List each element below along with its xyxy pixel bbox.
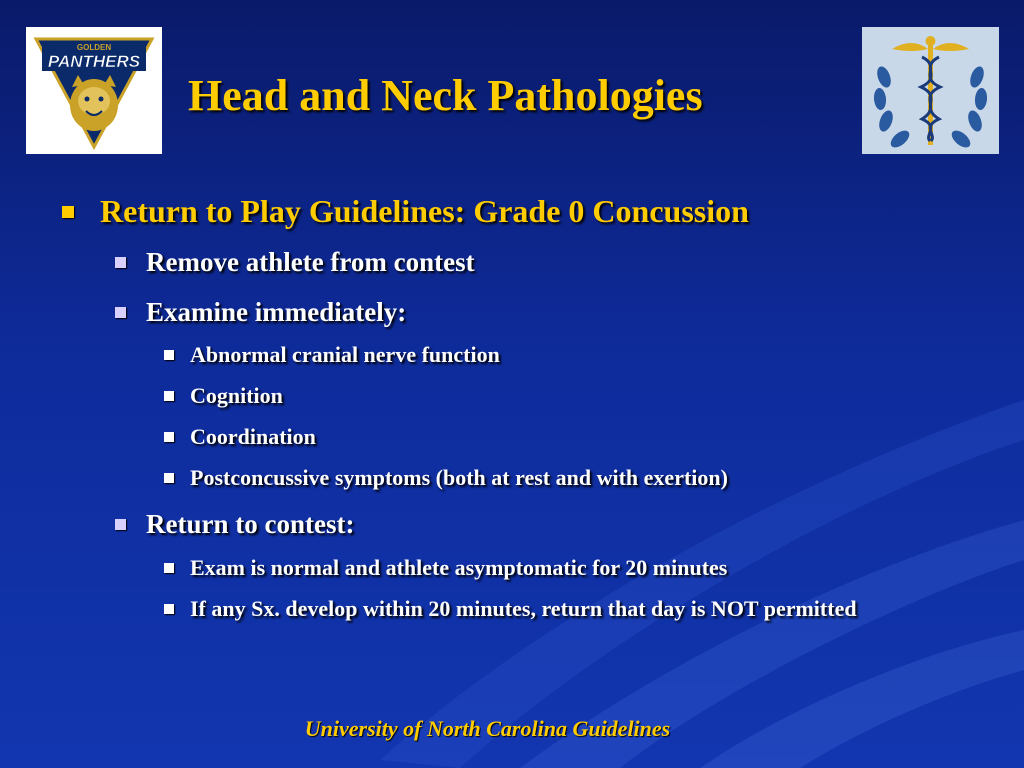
square-bullet-icon (115, 519, 126, 530)
list-item (164, 461, 924, 495)
bullet-main (62, 192, 749, 230)
bullet-return (115, 508, 354, 540)
list-item-text: Abnormal cranial nerve function (190, 342, 500, 367)
golden-panthers-logo (26, 27, 162, 154)
square-bullet-icon (164, 563, 174, 573)
square-bullet-icon (115, 307, 126, 318)
bullet-main-text: Return to Play Guidelines: Grade 0 Concussion (100, 193, 749, 229)
bullet-remove-text: Remove athlete from contest (146, 247, 475, 277)
list-item-text: Cognition (190, 383, 283, 408)
bullet-examine (115, 296, 406, 328)
logo-text-panthers: PANTHERS (47, 52, 141, 71)
square-bullet-icon (164, 391, 174, 401)
square-bullet-icon (164, 350, 174, 360)
slide-title: Head and Neck Pathologies (188, 71, 703, 120)
list-item (164, 379, 924, 413)
bullet-examine-text: Examine immediately: (146, 297, 407, 327)
square-bullet-icon (164, 473, 174, 483)
list-item-text: Exam is normal and athlete asymptomatic for 20 minutes (190, 555, 728, 580)
square-bullet-icon (62, 206, 74, 218)
footer-source: University of North Carolina Guidelines (304, 716, 671, 741)
list-item (164, 420, 924, 454)
list-item (164, 551, 924, 585)
square-bullet-icon (164, 604, 174, 614)
bullet-remove (115, 246, 475, 278)
caduceus-logo (862, 27, 999, 154)
square-bullet-icon (164, 432, 174, 442)
list-item-text: Postconcussive symptoms (both at rest and with exertion) (190, 465, 728, 490)
square-bullet-icon (115, 257, 126, 268)
list-item-text: If any Sx. develop within 20 minutes, return that day is NOT permitted (190, 596, 857, 621)
list-item (164, 592, 904, 626)
list-item-text: Coordination (190, 424, 316, 449)
bullet-return-text: Return to contest: (146, 509, 355, 539)
logo-text-golden: GOLDEN (76, 43, 112, 52)
list-item (164, 338, 924, 372)
